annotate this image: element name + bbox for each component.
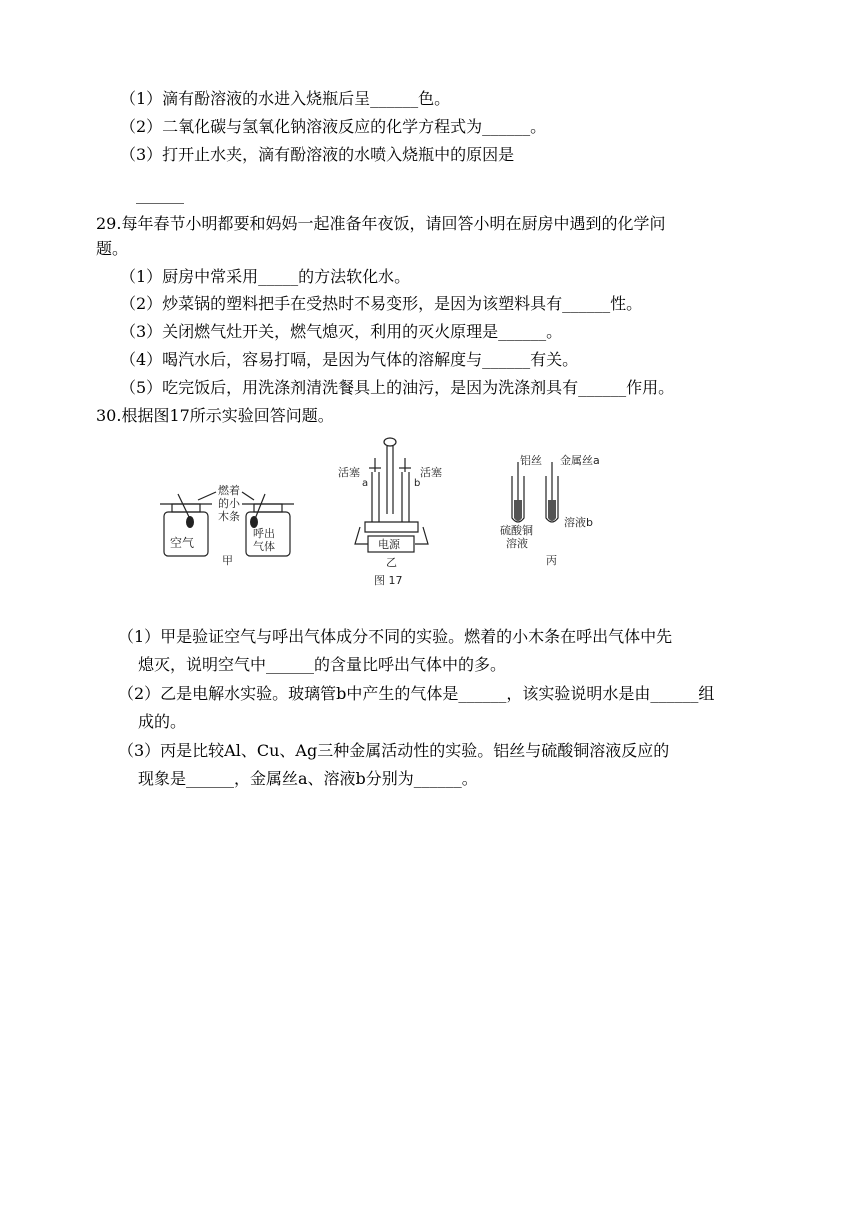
q29-item-5: （5）吃完饭后，用洗涤剂清洗餐具上的油污，是因为洗涤剂具有______作用。 <box>120 378 675 397</box>
bing-wire-left-label: 铝丝 <box>520 454 542 467</box>
jia-label: 甲 <box>222 554 233 567</box>
q30-item-2-line2: 成的。 <box>138 712 187 731</box>
q30-item-1-line1: （1）甲是验证空气与呼出气体成分不同的实验。燃着的小木条在呼出气体中先 <box>118 627 673 646</box>
jia-flame-label-3: 木条 <box>218 510 240 523</box>
experiment-yi <box>338 438 442 569</box>
q29-item-3: （3）关闭燃气灶开关，燃气熄灭，利用的灭火原理是______。 <box>120 322 563 341</box>
q30-item-1-line2: 熄灭，说明空气中______的含量比呼出气体中的多。 <box>138 655 507 674</box>
jia-bottle-right-label-1: 呼出 <box>253 527 275 540</box>
yi-tube-a-label: a <box>362 478 369 489</box>
yi-valve-left-label: 活塞 <box>338 466 360 479</box>
q28-item-3: （3）打开止水夹，滴有酚溶液的水喷入烧瓶中的原因是 <box>120 145 515 164</box>
q29-title-line1: 29.每年春节小明都要和妈妈一起准备年夜饭，请回答小明在厨房中遇到的化学问 <box>96 214 666 233</box>
yi-power-label: 电源 <box>378 538 400 551</box>
q29-item-2: （2）炒菜锅的塑料把手在受热时不易变形，是因为该塑料具有______性。 <box>120 294 643 313</box>
jia-flame-label-1: 燃着 <box>218 484 240 497</box>
q30-item-2-line1: （2）乙是电解水实验。玻璃管b中产生的气体是______，该实验说明水是由______组 <box>118 684 715 703</box>
figure-caption: 图 17 <box>374 574 403 587</box>
q30-title: 30.根据图17所示实验回答问题。 <box>96 406 334 425</box>
figure-17 <box>150 434 620 594</box>
jia-flame-label-2: 的小 <box>218 497 240 510</box>
bing-solution-left-label-1: 硫酸铜 <box>500 524 533 537</box>
q28-item-1: （1）滴有酚溶液的水进入烧瓶后呈______色。 <box>120 89 451 108</box>
q29-item-1: （1）厨房中常采用_____的方法软化水。 <box>120 267 411 286</box>
experiment-bing <box>500 453 600 567</box>
jia-bottle-right-label-2: 气体 <box>253 540 275 553</box>
q30-item-3-line2: 现象是______，金属丝a、溶液b分别为______。 <box>138 769 478 788</box>
experiment-jia <box>160 483 294 567</box>
q29-title-line2: 题。 <box>96 239 129 258</box>
yi-valve-right-label: 活塞 <box>420 466 442 479</box>
yi-label: 乙 <box>386 556 397 569</box>
q28-item-3-blank: ______ <box>136 185 184 204</box>
jia-bottle-left-label: 空气 <box>170 536 195 550</box>
q30-item-3-line1: （3）丙是比较Al、Cu、Ag三种金属活动性的实验。铝丝与硫酸铜溶液反应的 <box>118 741 670 760</box>
yi-tube-b-label: b <box>414 478 421 489</box>
bing-solution-left-label-2: 溶液 <box>506 537 528 550</box>
bing-label: 丙 <box>546 554 557 567</box>
q28-item-2: （2）二氧化碳与氢氧化钠溶液反应的化学方程式为______。 <box>120 117 547 136</box>
bing-wire-right-label: 金属丝a <box>560 454 600 467</box>
bing-solution-right-label: 溶液b <box>564 516 593 529</box>
q29-item-4: （4）喝汽水后，容易打嗝，是因为气体的溶解度与______有关。 <box>120 350 579 369</box>
